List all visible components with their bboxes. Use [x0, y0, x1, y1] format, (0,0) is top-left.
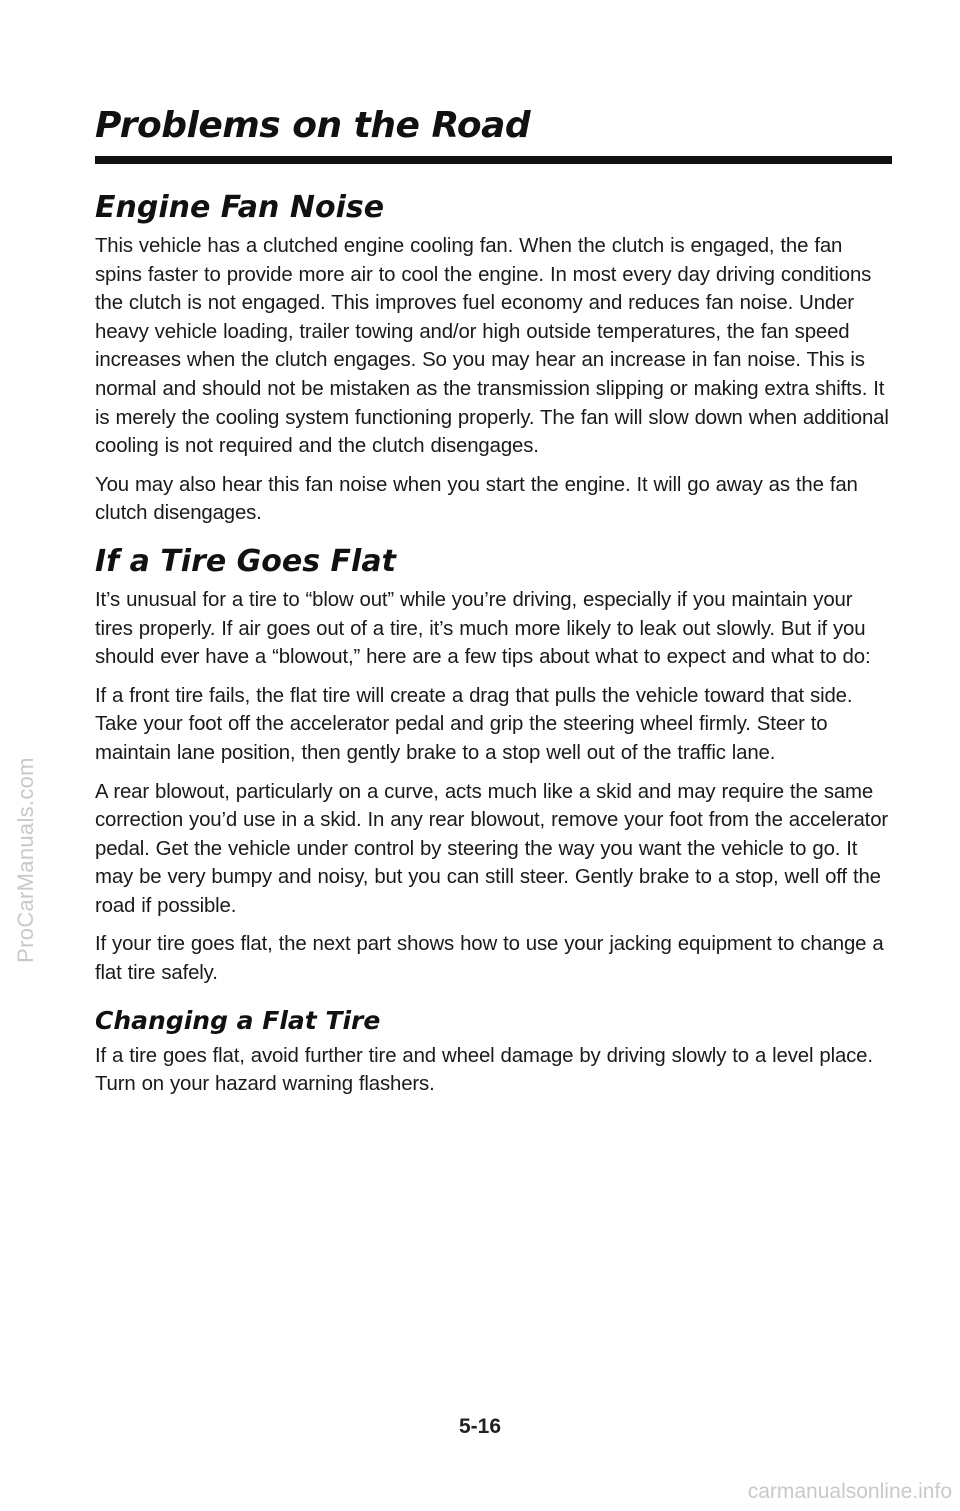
- paragraph: This vehicle has a clutched engine cooling fan. When the clutch is engaged, the fan spins faster to provide more air to cool the engine. In most every day driving conditions the clutch is not engaged. This improves fuel economy and reduces fan noise. Under heavy vehicle loading, trailer towing and/or high outside temperatures, the fan speed increases when the clutch engages. So you may hear an increase in fan noise. This is normal and should not be mistaken as the transmission slipping or making extra shifts. It is merely the cooling system functioning properly. The fan will slow down when additional cooling is not required and the clutch disengages.: [95, 235, 889, 458]
- subsection-heading: Changing a Flat Tire: [95, 1005, 381, 1035]
- paragraph: It’s unusual for a tire to “blow out” while you’re driving, especially if you maintain your tires properly. If air goes out of a tire, it’s much more likely to leak out slowly. But if you should ever have a “blowout,” here are a few tips about what to expect and what to do:: [95, 588, 871, 669]
- paragraph: A rear blowout, particularly on a curve, acts much like a skid and may require the same correction you’d use in a skid. In any rear blowout, remove your foot from the accelerator pedal. Get the vehicle under control by steering the way you want the vehicle to go. It may be very bumpy and noisy, but you can still steer. Gently brake to a stop, well off the road if possible.: [95, 780, 889, 917]
- chapter-title: Problems on the Road: [95, 105, 531, 146]
- section-tire-goes-flat: [95, 542, 892, 988]
- paragraph: If a tire goes flat, avoid further tire and wheel damage by driving slowly to a level place. Turn on your hazard warning flashers.: [95, 1044, 873, 1096]
- bottom-watermark: carmanualsonline.info: [747, 1480, 952, 1503]
- section-engine-fan-noise: [95, 188, 892, 528]
- section-heading: Engine Fan Noise: [95, 190, 385, 225]
- paragraph: You may also hear this fan noise when you start the engine. It will go away as the fan clutch disengages.: [95, 473, 858, 525]
- title-rule: [95, 156, 892, 164]
- manual-page: [95, 98, 892, 1109]
- section-changing-flat-tire: [95, 1004, 892, 1099]
- section-heading: If a Tire Goes Flat: [95, 543, 396, 579]
- paragraph: If your tire goes flat, the next part shows how to use your jacking equipment to change a flat tire safely.: [95, 933, 884, 985]
- page-number: 5-16: [458, 1415, 502, 1438]
- side-watermark: ProCarManuals.com: [13, 757, 38, 963]
- paragraph: If a front tire fails, the flat tire will create a drag that pulls the vehicle toward that side. Take your foot off the accelerator pedal and grip the steering wheel firmly. Steer to maintain lane position, then gently brake to a stop well out of the traffic lane.: [95, 684, 853, 764]
